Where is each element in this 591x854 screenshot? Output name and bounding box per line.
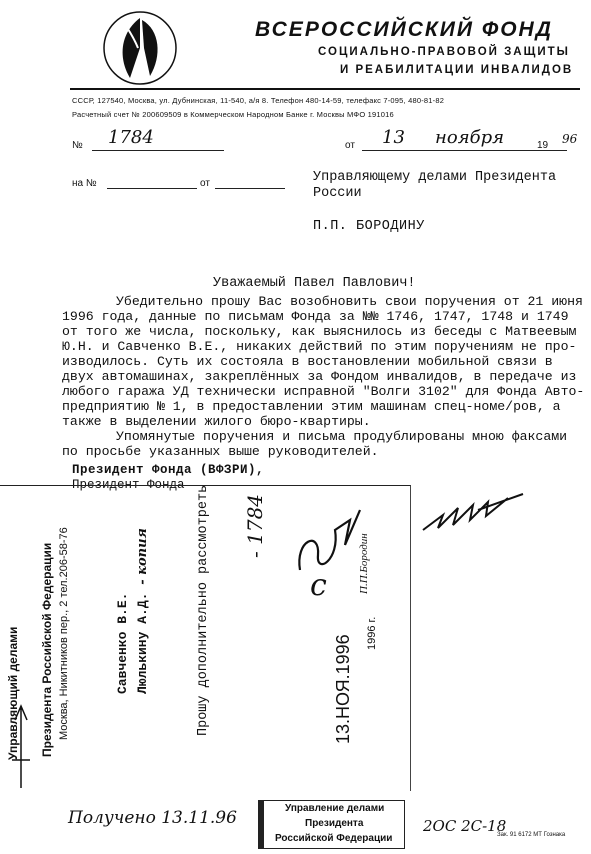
body-line: от того же числа, поскольку, как выяснилось из беседы с Матвеевым [62,324,577,339]
letter-year: 96 [562,132,578,146]
number-label: № [72,140,83,151]
letter-month: ноября [435,127,505,148]
org-title: ВСЕРОССИЙСКИЙ ФОНД [255,18,553,41]
year-prefix: 19 [537,140,549,151]
number-underline [92,150,224,151]
body-line: также в выделении жилого бюро-квартиры. [62,414,371,429]
body-line: предприятию № 1, в предоставлении этим машинам спец-номе/ров, а [62,399,561,414]
resolution-mark: с [310,568,327,603]
bottom-stamp-line1: Управление делами [285,803,385,814]
reply-to-underline [107,188,197,189]
bottom-stamp-line2: Президента [305,818,364,829]
body-line: Ю.Н. и Савченко В.Е., никаких действий по этим поручениям не про- [62,339,577,354]
signer-title-cut: Президент Фонда [72,478,185,492]
bank-line: Расчетный счет № 200609509 в Коммерческом Народном Банке г. Москвы МФО 191016 [72,110,394,119]
stamp-line2: Президента Российской Федерации [40,542,54,757]
body-line: Упомянутые поручения и письма продублированы мною факсами [116,429,568,444]
date-label: от [345,140,355,151]
resolution-recipient2: Люлькину А.Д. - копия [135,528,150,694]
stamp-line3: Москва, Никитников пер., 2 тел.206-58-76 [58,527,70,740]
signer-title: Президент Фонда (ВФЗРИ), [72,463,265,477]
org-subtitle-line2: И РЕАБИЛИТАЦИИ ИНВАЛИДОВ [340,64,574,76]
letter-number: 1784 [108,127,154,148]
body-line: Убедительно прошу Вас возобновить свои поручения от 21 июня [116,294,583,309]
addressee-line2: России [313,186,362,201]
salutation: Уважаемый Павел Павлович! [213,276,416,291]
body-line: по просьбе указанных выше руководителей. [62,444,379,459]
reply-date-label: от [200,178,210,189]
body-line: изводилось. Суть их состояла в востановлении мобильной связи в [62,354,553,369]
addressee-name: П.П. БОРОДИНУ [313,219,425,234]
letter-day: 13 [382,127,405,148]
print-note: Зак. 91 6172 МТ Гознака [497,832,566,838]
resolution-date-stamp: 13.НОЯ.1996 [333,634,353,744]
reply-to-label: на № [72,178,97,189]
resolution-number: - 1784 [243,493,267,558]
resolution-text: Прошу дополнительно рассмотреть [196,484,211,736]
address-line: СССР, 127540, Москва, ул. Дубнинская, 11-540, а/я 8. Телефон 480-14-59, телефакс 7-095, 480-81-82 [72,96,445,105]
header-rule [70,88,580,90]
body-line: 1996 года, данные по письмам Фонда за №№ 1746, 1747, 1748 и 1749 [62,309,569,324]
body-line: двух автомашинах, закреплённых за Фондом инвалидов, в передаче из [62,369,577,384]
president-signature [418,480,528,540]
addressee-line1: Управляющему делами Президента [313,170,557,185]
fund-logo [100,8,180,88]
resolution-year: 1996 г. [366,616,378,650]
resolution-signer: П.П.Бородин [358,533,370,594]
bottom-stamp-line3: Российской Федерации [275,833,393,844]
stamp-line1: Управляющий делами [6,626,20,760]
received-note: Получено 13.11.96 [68,808,237,828]
org-subtitle-line1: СОЦИАЛЬНО-ПРАВОВОЙ ЗАЩИТЫ [318,46,570,58]
reference-number: 2ОС 2С-18 [423,817,507,835]
reply-date-underline [215,188,285,189]
resolution-recipient1: Савченко В.Е. [115,592,130,694]
body-line: любого гаража УД технически исправной "Волги 3102" для Фонда Авто- [62,384,585,399]
